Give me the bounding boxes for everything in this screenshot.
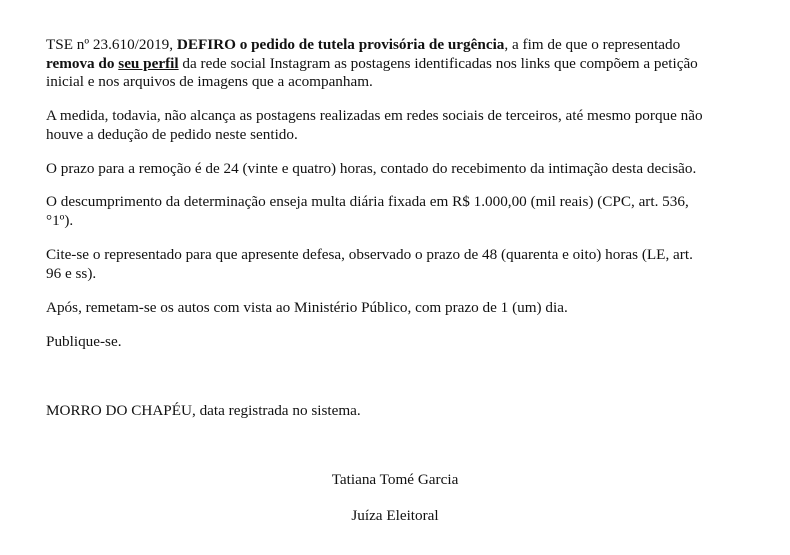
ministry-line-1: Após, remetam-se os autos com vista ao Ministério Público, com prazo de 1 (um) dia. bbox=[46, 299, 568, 316]
scope-line-1: A medida, todavia, não alcança as postagens realizadas em redes sociais de terceiros, até mesmo porque não bbox=[46, 107, 703, 124]
paragraph-deadline bbox=[46, 160, 746, 179]
deadline-line-1: O prazo para a remoção é de 24 (vinte e quatro) horas, contado do recebimento da intimação desta decisão. bbox=[46, 160, 697, 177]
paragraph-summons bbox=[46, 246, 746, 283]
decision-bold-text: remova do bbox=[46, 54, 119, 72]
publish-line-1: Publique-se. bbox=[46, 333, 122, 350]
paragraph-ministry bbox=[46, 299, 746, 318]
paragraph-fine bbox=[46, 193, 746, 230]
decision-bold-underlined-text: seu perfil bbox=[118, 54, 179, 72]
decision-line-2 bbox=[46, 55, 746, 74]
place-date-line: MORRO DO CHAPÉU, data registrada no sistema. bbox=[46, 402, 361, 419]
paragraph-decision bbox=[46, 36, 746, 92]
decision-line-3: inicial e nos arquivos de imagens que a acompanham. bbox=[46, 73, 373, 90]
paragraph-scope bbox=[46, 107, 746, 144]
decision-text: , a fim de que o representado bbox=[504, 36, 681, 53]
scope-line-2: houve a dedução de pedido neste sentido. bbox=[46, 125, 298, 143]
paragraph-publish bbox=[46, 333, 746, 352]
decision-bold-text: DEFIRO o pedido de tutela provisória de urgência bbox=[176, 36, 505, 53]
summons-line-1: Cite-se o representado para que apresente defesa, observado o prazo de 48 (quarenta e oito) horas (LE, art. bbox=[46, 246, 693, 263]
fine-line-1: O descumprimento da determinação enseja multa diária fixada em R$ 1.000,00 (mil reais) (CPC, art. 536, bbox=[46, 193, 689, 210]
decision-text: TSE nº 23.610/2019, bbox=[46, 36, 177, 53]
signatory-title: Juíza Eleitoral bbox=[351, 507, 439, 524]
fine-line-2: °1º). bbox=[46, 211, 74, 229]
decision-line-1 bbox=[46, 36, 746, 55]
decision-text: da rede social Instagram as postagens identificadas nos links que compõem a petição bbox=[178, 54, 698, 72]
place-and-date bbox=[46, 402, 746, 421]
summons-line-2: 96 e ss). bbox=[46, 264, 97, 282]
signatory-name: Tatiana Tomé Garcia bbox=[331, 471, 459, 488]
